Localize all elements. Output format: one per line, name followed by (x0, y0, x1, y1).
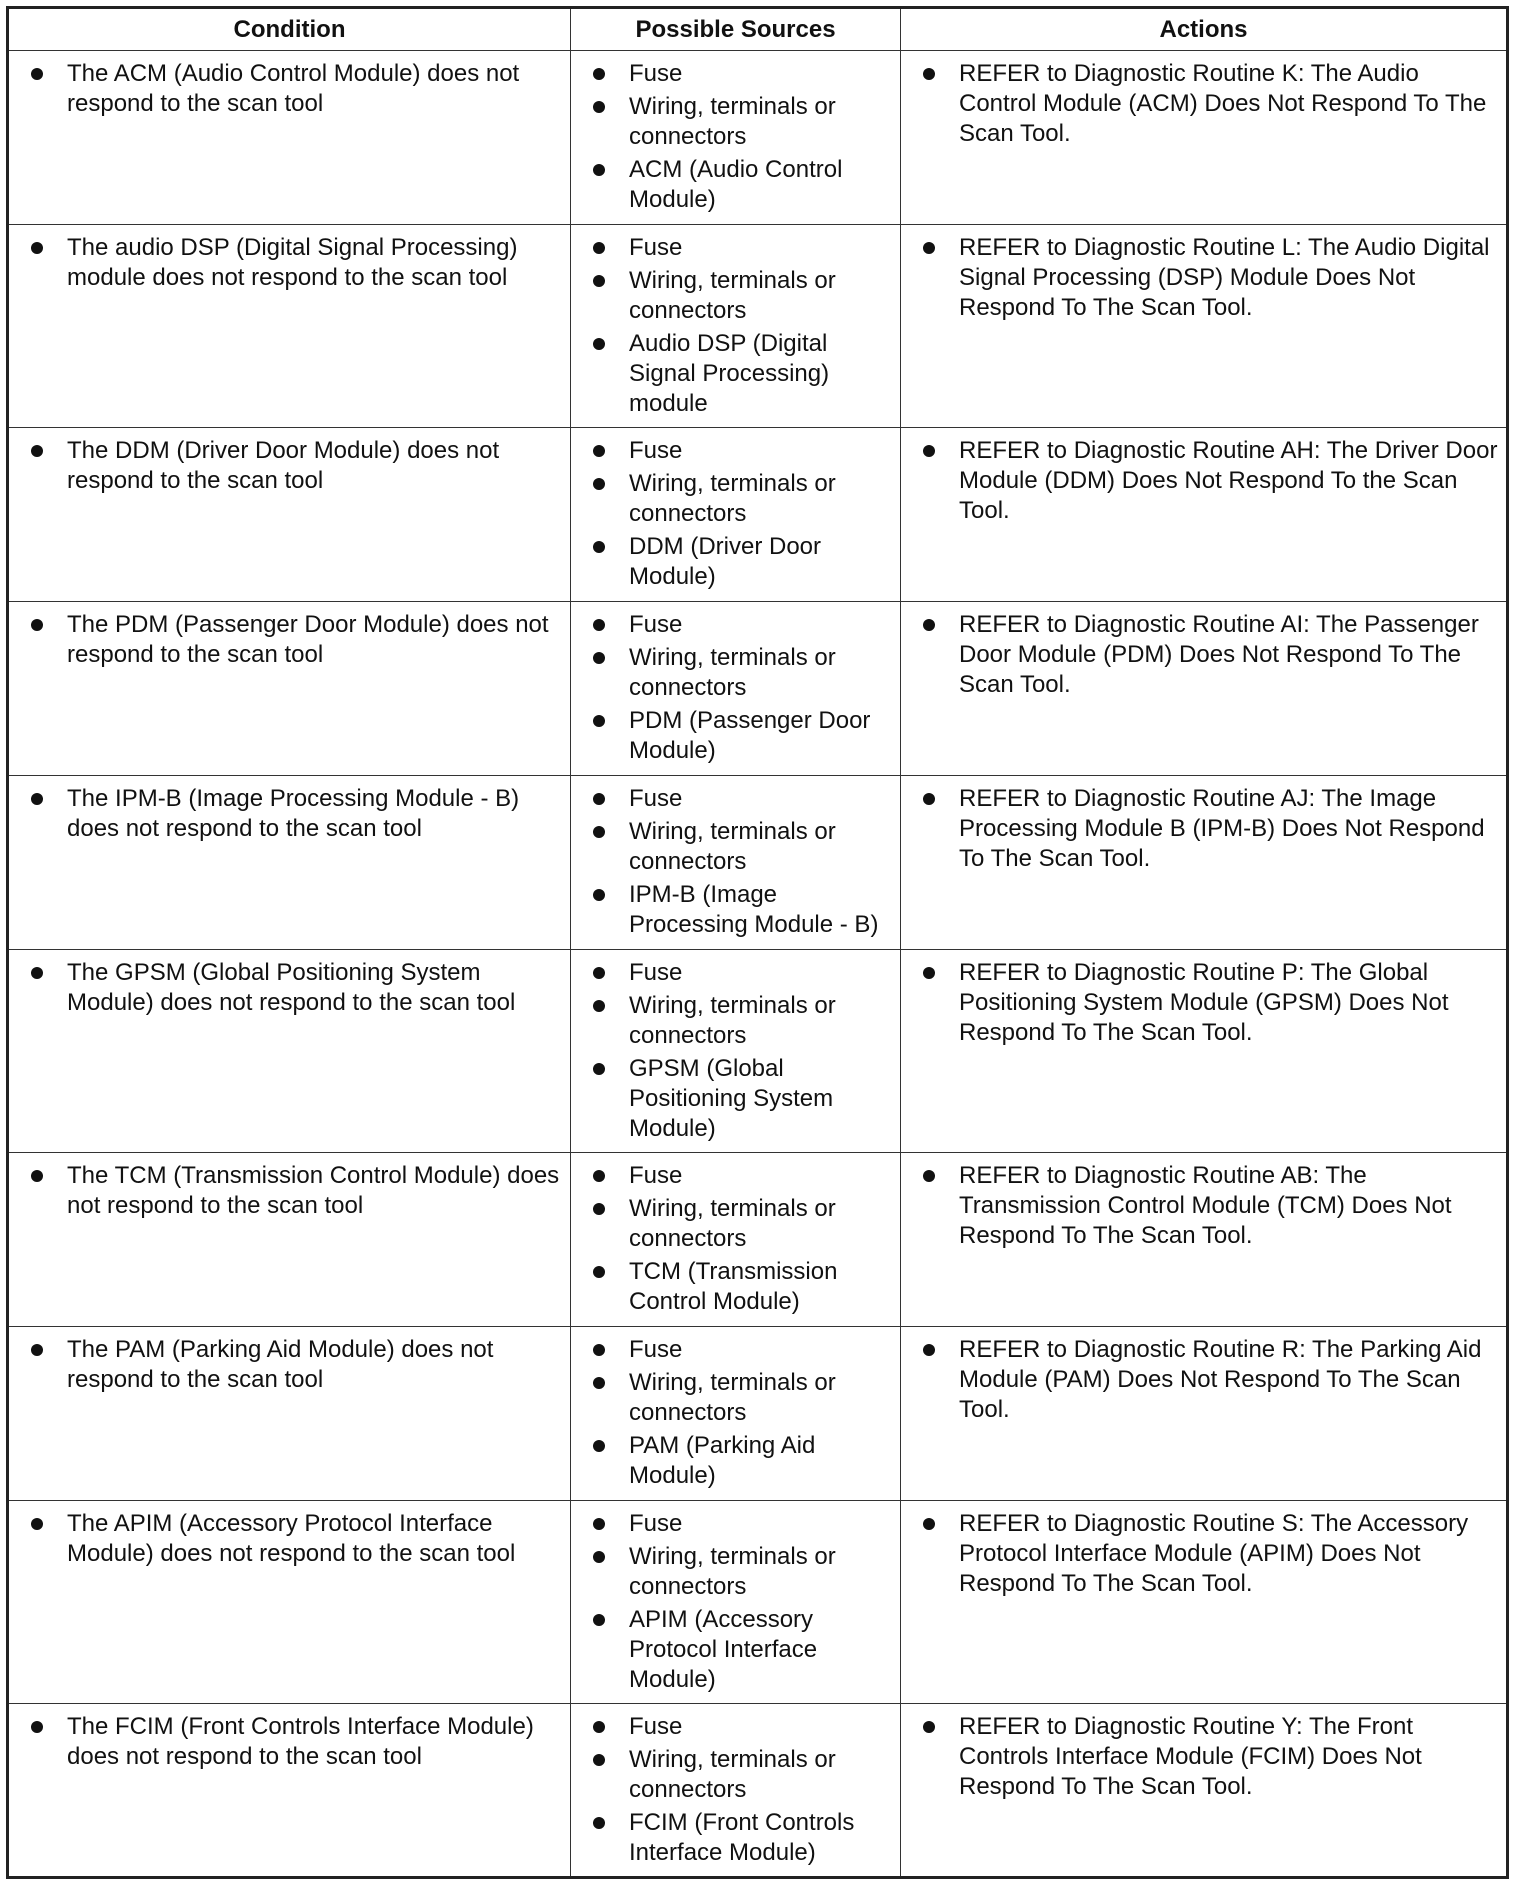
source-item (591, 469, 892, 529)
condition-item-text: The DDM (Driver Door Module) does not respond to the scan tool (67, 437, 500, 494)
source-item (591, 784, 892, 814)
sources-list (591, 1509, 892, 1695)
bullet-icon (593, 1203, 605, 1215)
diagnostic-table (6, 6, 1509, 1879)
source-item (591, 1194, 892, 1254)
bullet-icon (593, 1518, 605, 1530)
condition-item-text: The FCIM (Front Controls Interface Module) does not respond to the scan tool (67, 1713, 534, 1770)
table-row (8, 1704, 1508, 1878)
source-item-text: ACM (Audio Control Module) (629, 156, 843, 213)
table-row (8, 428, 1508, 602)
bullet-icon (923, 68, 935, 80)
bullet-icon (593, 1817, 605, 1829)
bullet-icon (593, 478, 605, 490)
source-item-text: Wiring, terminals or connectors (629, 267, 836, 324)
action-list (921, 59, 1498, 149)
source-item-text: Fuse (629, 959, 683, 986)
bullet-icon (593, 1344, 605, 1356)
bullet-icon (593, 652, 605, 664)
condition-item (29, 784, 562, 844)
sources-list (591, 958, 892, 1144)
bullet-icon (31, 793, 43, 805)
sources-cell (571, 1704, 901, 1878)
action-list (921, 610, 1498, 700)
source-item-text: Audio DSP (Digital Signal Processing) module (629, 330, 830, 417)
action-cell (901, 1501, 1508, 1704)
bullet-icon (593, 1266, 605, 1278)
source-item (591, 532, 892, 592)
header-possible-sources: Possible Sources (571, 8, 901, 51)
source-item-text: GPSM (Global Positioning System Module) (629, 1055, 834, 1142)
source-item-text: Fuse (629, 234, 683, 261)
condition-cell (8, 1153, 571, 1327)
action-cell (901, 1327, 1508, 1501)
condition-list (29, 1712, 562, 1772)
source-item-text: FCIM (Front Controls Interface Module) (629, 1809, 855, 1866)
bullet-icon (593, 242, 605, 254)
condition-cell (8, 225, 571, 428)
source-item (591, 1368, 892, 1428)
sources-cell (571, 1327, 901, 1501)
bullet-icon (593, 889, 605, 901)
bullet-icon (593, 275, 605, 287)
table-body (8, 51, 1508, 1878)
source-item (591, 59, 892, 89)
source-item (591, 436, 892, 466)
condition-list (29, 610, 562, 670)
sources-cell (571, 51, 901, 225)
condition-cell (8, 950, 571, 1153)
sources-list (591, 1161, 892, 1317)
source-item (591, 1161, 892, 1191)
bullet-icon (593, 826, 605, 838)
source-item (591, 1431, 892, 1491)
bullet-icon (31, 445, 43, 457)
action-item-text: REFER to Diagnostic Routine P: The Global Positioning System Module (GPSM) Does Not Respond To The Scan Tool. (959, 959, 1449, 1046)
bullet-icon (593, 101, 605, 113)
condition-item (29, 610, 562, 670)
source-item-text: Wiring, terminals or connectors (629, 93, 836, 150)
source-item (591, 706, 892, 766)
condition-item (29, 958, 562, 1018)
action-item-text: REFER to Diagnostic Routine R: The Parking Aid Module (PAM) Does Not Respond To The Scan Tool. (959, 1336, 1482, 1423)
action-list (921, 1335, 1498, 1425)
bullet-icon (593, 445, 605, 457)
bullet-icon (593, 967, 605, 979)
bullet-icon (31, 1721, 43, 1733)
sources-cell (571, 776, 901, 950)
sources-cell (571, 225, 901, 428)
bullet-icon (593, 1170, 605, 1182)
action-item (921, 1712, 1498, 1802)
bullet-icon (593, 1721, 605, 1733)
condition-item (29, 59, 562, 119)
sources-list (591, 59, 892, 215)
condition-item-text: The TCM (Transmission Control Module) does not respond to the scan tool (67, 1162, 560, 1219)
bullet-icon (923, 1721, 935, 1733)
source-item (591, 1605, 892, 1695)
source-item (591, 1509, 892, 1539)
bullet-icon (923, 967, 935, 979)
source-item-text: TCM (Transmission Control Module) (629, 1258, 838, 1315)
condition-item-text: The ACM (Audio Control Module) does not respond to the scan tool (67, 60, 520, 117)
bullet-icon (593, 1440, 605, 1452)
condition-item-text: The PDM (Passenger Door Module) does not respond to the scan tool (67, 611, 549, 668)
source-item (591, 1712, 892, 1742)
action-list (921, 958, 1498, 1048)
bullet-icon (923, 1344, 935, 1356)
condition-list (29, 59, 562, 119)
bullet-icon (593, 793, 605, 805)
condition-list (29, 1161, 562, 1221)
action-item-text: REFER to Diagnostic Routine S: The Accessory Protocol Interface Module (APIM) Does Not Respond To The Scan Tool. (959, 1510, 1469, 1597)
condition-item (29, 1712, 562, 1772)
bullet-icon (593, 164, 605, 176)
action-item (921, 1161, 1498, 1251)
condition-list (29, 233, 562, 293)
bullet-icon (593, 715, 605, 727)
bullet-icon (31, 68, 43, 80)
sources-list (591, 610, 892, 766)
condition-item (29, 436, 562, 496)
source-item-text: Wiring, terminals or connectors (629, 1369, 836, 1426)
source-item (591, 991, 892, 1051)
action-item-text: REFER to Diagnostic Routine AJ: The Image Processing Module B (IPM-B) Does Not Respond To The Scan Tool. (959, 785, 1485, 872)
bullet-icon (593, 68, 605, 80)
source-item-text: Fuse (629, 785, 683, 812)
bullet-icon (31, 1344, 43, 1356)
action-cell (901, 428, 1508, 602)
source-item-text: Fuse (629, 1713, 683, 1740)
condition-cell (8, 776, 571, 950)
action-cell (901, 51, 1508, 225)
source-item-text: Fuse (629, 60, 683, 87)
action-cell (901, 602, 1508, 776)
condition-list (29, 1509, 562, 1569)
source-item-text: Fuse (629, 1336, 683, 1363)
source-item-text: Fuse (629, 1510, 683, 1537)
sources-list (591, 233, 892, 419)
bullet-icon (593, 619, 605, 631)
bullet-icon (923, 1170, 935, 1182)
source-item-text: IPM-B (Image Processing Module - B) (629, 881, 879, 938)
table-row (8, 1327, 1508, 1501)
action-item-text: REFER to Diagnostic Routine AB: The Transmission Control Module (TCM) Does Not Respond To The Scan Tool. (959, 1162, 1452, 1249)
condition-cell (8, 1501, 571, 1704)
source-item (591, 1257, 892, 1317)
source-item (591, 643, 892, 703)
source-item-text: Fuse (629, 611, 683, 638)
condition-item (29, 1509, 562, 1569)
source-item (591, 1335, 892, 1365)
condition-cell (8, 1327, 571, 1501)
action-list (921, 436, 1498, 526)
source-item (591, 329, 892, 419)
sources-cell (571, 950, 901, 1153)
sources-list (591, 436, 892, 592)
table-row (8, 776, 1508, 950)
action-item (921, 784, 1498, 874)
bullet-icon (593, 1614, 605, 1626)
source-item (591, 266, 892, 326)
bullet-icon (923, 242, 935, 254)
sources-list (591, 784, 892, 940)
source-item-text: PDM (Passenger Door Module) (629, 707, 871, 764)
source-item (591, 233, 892, 263)
condition-item-text: The audio DSP (Digital Signal Processing) module does not respond to the scan tool (67, 234, 518, 291)
bullet-icon (923, 793, 935, 805)
bullet-icon (923, 1518, 935, 1530)
table-row (8, 1501, 1508, 1704)
condition-item-text: The GPSM (Global Positioning System Module) does not respond to the scan tool (67, 959, 516, 1016)
bullet-icon (593, 1000, 605, 1012)
source-item (591, 610, 892, 640)
source-item-text: Fuse (629, 437, 683, 464)
bullet-icon (593, 1063, 605, 1075)
source-item-text: Wiring, terminals or connectors (629, 470, 836, 527)
action-item-text: REFER to Diagnostic Routine AI: The Passenger Door Module (PDM) Does Not Respond To The Scan Tool. (959, 611, 1479, 698)
table-row (8, 225, 1508, 428)
bullet-icon (593, 1551, 605, 1563)
action-list (921, 1712, 1498, 1802)
bullet-icon (31, 1518, 43, 1530)
action-item (921, 233, 1498, 323)
condition-item (29, 233, 562, 293)
source-item (591, 1054, 892, 1144)
condition-list (29, 436, 562, 496)
bullet-icon (923, 619, 935, 631)
action-item (921, 436, 1498, 526)
header-row (8, 8, 1508, 51)
action-cell (901, 225, 1508, 428)
sources-cell (571, 1153, 901, 1327)
source-item-text: Wiring, terminals or connectors (629, 1746, 836, 1803)
source-item-text: Wiring, terminals or connectors (629, 1543, 836, 1600)
action-cell (901, 1153, 1508, 1327)
sources-cell (571, 602, 901, 776)
condition-cell (8, 428, 571, 602)
action-item-text: REFER to Diagnostic Routine Y: The Front Controls Interface Module (FCIM) Does Not Respond To The Scan Tool. (959, 1713, 1422, 1800)
source-item-text: Fuse (629, 1162, 683, 1189)
condition-item (29, 1335, 562, 1395)
action-item-text: REFER to Diagnostic Routine L: The Audio Digital Signal Processing (DSP) Module Does Not Respond To The Scan Tool. (959, 234, 1490, 321)
condition-item (29, 1161, 562, 1221)
source-item (591, 880, 892, 940)
sources-list (591, 1712, 892, 1868)
bullet-icon (31, 967, 43, 979)
bullet-icon (31, 619, 43, 631)
sources-cell (571, 428, 901, 602)
condition-list (29, 958, 562, 1018)
sources-cell (571, 1501, 901, 1704)
action-list (921, 1509, 1498, 1599)
table-row (8, 51, 1508, 225)
sources-list (591, 1335, 892, 1491)
action-item (921, 958, 1498, 1048)
bullet-icon (31, 242, 43, 254)
source-item (591, 958, 892, 988)
condition-item-text: The IPM-B (Image Processing Module - B) does not respond to the scan tool (67, 785, 520, 842)
condition-cell (8, 51, 571, 225)
action-item (921, 1509, 1498, 1599)
action-cell (901, 950, 1508, 1153)
action-list (921, 233, 1498, 323)
condition-list (29, 784, 562, 844)
action-item-text: REFER to Diagnostic Routine AH: The Driver Door Module (DDM) Does Not Respond To the Scan Tool. (959, 437, 1498, 524)
condition-list (29, 1335, 562, 1395)
condition-item-text: The APIM (Accessory Protocol Interface Module) does not respond to the scan tool (67, 1510, 516, 1567)
bullet-icon (31, 1170, 43, 1182)
action-item-text: REFER to Diagnostic Routine K: The Audio Control Module (ACM) Does Not Respond To The Scan Tool. (959, 60, 1487, 147)
action-item (921, 610, 1498, 700)
table-row (8, 950, 1508, 1153)
source-item-text: Wiring, terminals or connectors (629, 992, 836, 1049)
source-item (591, 92, 892, 152)
header-condition: Condition (8, 8, 571, 51)
source-item (591, 1808, 892, 1868)
source-item (591, 1542, 892, 1602)
action-list (921, 784, 1498, 874)
action-item (921, 59, 1498, 149)
action-cell (901, 1704, 1508, 1878)
bullet-icon (593, 1377, 605, 1389)
condition-cell (8, 1704, 571, 1878)
table-row (8, 602, 1508, 776)
action-cell (901, 776, 1508, 950)
condition-item-text: The PAM (Parking Aid Module) does not respond to the scan tool (67, 1336, 494, 1393)
source-item-text: Wiring, terminals or connectors (629, 644, 836, 701)
source-item-text: PAM (Parking Aid Module) (629, 1432, 816, 1489)
header-actions: Actions (901, 8, 1508, 51)
bullet-icon (923, 445, 935, 457)
source-item-text: DDM (Driver Door Module) (629, 533, 821, 590)
bullet-icon (593, 1754, 605, 1766)
source-item-text: APIM (Accessory Protocol Interface Module) (629, 1606, 818, 1693)
source-item (591, 817, 892, 877)
source-item (591, 155, 892, 215)
table-row (8, 1153, 1508, 1327)
source-item (591, 1745, 892, 1805)
source-item-text: Wiring, terminals or connectors (629, 818, 836, 875)
bullet-icon (593, 541, 605, 553)
bullet-icon (593, 338, 605, 350)
condition-cell (8, 602, 571, 776)
action-list (921, 1161, 1498, 1251)
source-item-text: Wiring, terminals or connectors (629, 1195, 836, 1252)
action-item (921, 1335, 1498, 1425)
